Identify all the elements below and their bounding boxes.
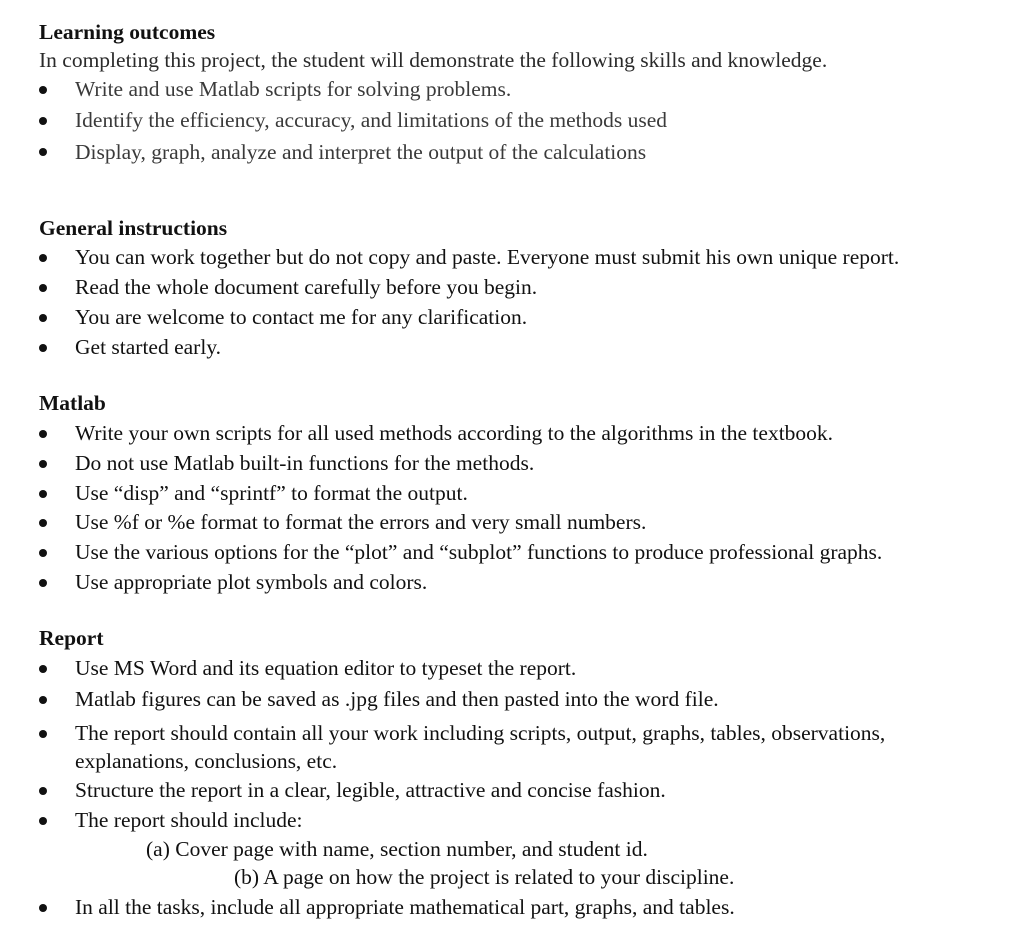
heading-general-instructions: General instructions	[39, 216, 228, 240]
sub-item-a: (a) Cover page with name, section number, and student id.	[146, 837, 648, 861]
list-item-continuation: explanations, conclusions, etc.	[75, 749, 338, 773]
list-item: Use “disp” and “sprintf” to format the output.	[75, 481, 468, 505]
list-item: Use appropriate plot symbols and colors.	[75, 570, 428, 594]
bullet-icon	[39, 344, 47, 352]
bullet-icon	[39, 117, 47, 125]
list-item: Structure the report in a clear, legible, attractive and concise fashion.	[75, 778, 666, 802]
list-item: Get started early.	[75, 335, 222, 359]
list-item: In all the tasks, include all appropriate mathematical part, graphs, and tables.	[75, 895, 735, 919]
list-item: Read the whole document carefully before you begin.	[75, 275, 538, 299]
bullet-icon	[39, 314, 47, 322]
list-item: You are welcome to contact me for any clarification.	[75, 305, 528, 329]
bullet-icon	[39, 665, 47, 673]
bullet-icon	[39, 817, 47, 825]
bullet-icon	[39, 787, 47, 795]
bullet-icon	[39, 284, 47, 292]
list-item: You can work together but do not copy and paste. Everyone must submit his own unique report.	[75, 245, 900, 269]
bullet-icon	[39, 904, 47, 912]
list-item: Write and use Matlab scripts for solving problems.	[75, 77, 512, 101]
heading-report: Report	[39, 626, 104, 650]
learning-intro: In completing this project, the student will demonstrate the following skills and knowledge.	[39, 48, 828, 72]
bullet-icon	[39, 460, 47, 468]
bullet-icon	[39, 519, 47, 527]
bullet-icon	[39, 148, 47, 156]
list-item: Matlab figures can be saved as .jpg files and then pasted into the word file.	[75, 687, 719, 711]
bullet-icon	[39, 254, 47, 262]
bullet-icon	[39, 430, 47, 438]
heading-learning-outcomes: Learning outcomes	[39, 20, 216, 44]
sub-item-b: (b) A page on how the project is related to your discipline.	[234, 865, 735, 889]
heading-matlab: Matlab	[39, 391, 106, 415]
bullet-icon	[39, 696, 47, 704]
list-item: Do not use Matlab built-in functions for the methods.	[75, 451, 535, 475]
bullet-icon	[39, 86, 47, 94]
bullet-icon	[39, 490, 47, 498]
list-item: Use MS Word and its equation editor to typeset the report.	[75, 656, 577, 680]
list-item: The report should contain all your work including scripts, output, graphs, tables, observations,	[75, 721, 886, 745]
list-item: The report should include:	[75, 808, 303, 832]
list-item: Identify the efficiency, accuracy, and limitations of the methods used	[75, 108, 668, 132]
list-item: Use the various options for the “plot” and “subplot” functions to produce professional graphs.	[75, 540, 883, 564]
list-item: Use %f or %e format to format the errors and very small numbers.	[75, 510, 647, 534]
list-item: Display, graph, analyze and interpret the output of the calculations	[75, 140, 647, 164]
list-item: Write your own scripts for all used methods according to the algorithms in the textbook.	[75, 421, 834, 445]
bullet-icon	[39, 579, 47, 587]
bullet-icon	[39, 549, 47, 557]
bullet-icon	[39, 730, 47, 738]
